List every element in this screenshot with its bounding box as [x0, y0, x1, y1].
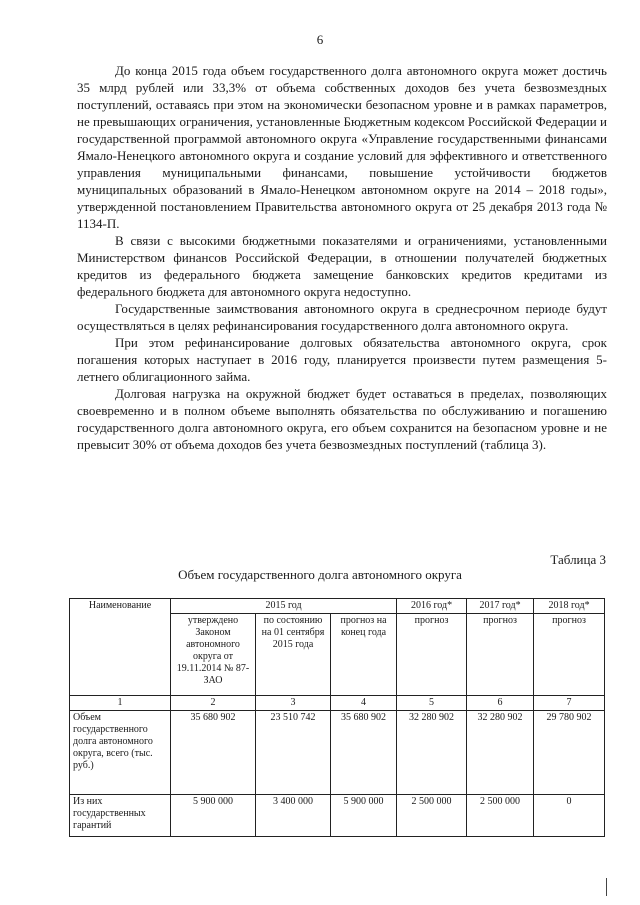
table-cell: 5 900 000 — [171, 795, 256, 837]
column-number: 4 — [331, 696, 397, 711]
header-2015: 2015 год — [171, 599, 397, 614]
table-cell: 0 — [534, 795, 605, 837]
table-cell: 29 780 902 — [534, 711, 605, 795]
subheader-forecast-2017: прогноз — [467, 614, 534, 696]
column-number: 3 — [256, 696, 331, 711]
subheader-state: по состоянию на 01 сентября 2015 года — [256, 614, 331, 696]
column-number: 2 — [171, 696, 256, 711]
page-number: 6 — [316, 32, 324, 47]
table-cell: 3 400 000 — [256, 795, 331, 837]
column-number: 6 — [467, 696, 534, 711]
table-cell: 32 280 902 — [397, 711, 467, 795]
table-header-row — [70, 599, 605, 614]
subheader-approved: утверждено Законом автономного округа от 19.11.2014 № 87-ЗАО — [171, 614, 256, 696]
table-cell: 35 680 902 — [331, 711, 397, 795]
table-caption: Таблица 3 — [550, 552, 606, 567]
row-label: Из них государственных гарантий — [70, 795, 171, 837]
column-number-row — [70, 696, 605, 711]
paragraph: До конца 2015 года объем государственного долга автономного округа может достичь 35 млрд рублей или 33,3% от объема собственных доходов без учета безвозмездных поступлений, оставаясь при этом на экономически безопасном уровне и в рамках параметров, не превышающих ограничения, установленные Бюджетным кодексом Российской Федерации и государственной программой автономного округа «Управление государственными финансами Ямало-Ненецкого автономного округа и создание условий для эффективного и ответственного управления муниципальными финансами, повышение устойчивости бюджетов муниципальных образований в Ямало-Ненецком автономном округе на 2014 – 2018 годы», утвержденной постановлением Правительства автономного округа от 25 декабря 2013 года № 1134-П. — [77, 63, 607, 231]
table-cell: 35 680 902 — [171, 711, 256, 795]
table-cell: 5 900 000 — [331, 795, 397, 837]
header-name: Наименование — [70, 599, 171, 696]
table-row — [70, 711, 605, 795]
margin-mark — [606, 878, 607, 896]
column-number: 1 — [70, 696, 171, 711]
paragraph: Долговая нагрузка на окружной бюджет будет оставаться в пределах, позволяющих своевременно и в полном объеме выполнять обязательства по обслуживанию и погашению государственного долга автономного округа, его объем сохранится на безопасном уровне и не превысит 30% от объема доходов без учета безвозмездных поступлений (таблица 3). — [77, 386, 607, 452]
table-title: Объем государственного долга автономного округа — [178, 567, 462, 582]
table-cell: 2 500 000 — [397, 795, 467, 837]
debt-table — [69, 598, 605, 837]
header-2017: 2017 год* — [467, 599, 534, 614]
paragraph: В связи с высокими бюджетными показателями и ограничениями, установленными Министерством финансов Российской Федерации, в отношении получателей бюджетных кредитов из федерального бюджета замещение банковских кредитов кредитами из федерального бюджета для автономного округа недоступно. — [77, 233, 607, 299]
column-number: 7 — [534, 696, 605, 711]
row-label: Объем государственного долга автономного округа, всего (тыс. руб.) — [70, 711, 171, 795]
table-cell: 2 500 000 — [467, 795, 534, 837]
subheader-forecast-2016: прогноз — [397, 614, 467, 696]
paragraph: Государственные заимствования автономного округа в среднесрочном периоде будут осуществляться в целях рефинансирования государственного долга автономного округа. — [77, 301, 607, 333]
header-2018: 2018 год* — [534, 599, 605, 614]
body-text — [77, 62, 607, 453]
table-cell: 23 510 742 — [256, 711, 331, 795]
header-2016: 2016 год* — [397, 599, 467, 614]
table-cell: 32 280 902 — [467, 711, 534, 795]
paragraph: При этом рефинансирование долговых обязательства автономного округа, срок погашения которых наступает в 2016 году, планируется произвести путем размещения 5-летнего облигационного займа. — [77, 335, 607, 384]
subheader-forecast-2018: прогноз — [534, 614, 605, 696]
subheader-forecast-end: прогноз на конец года — [331, 614, 397, 696]
table-row — [70, 795, 605, 837]
column-number: 5 — [397, 696, 467, 711]
